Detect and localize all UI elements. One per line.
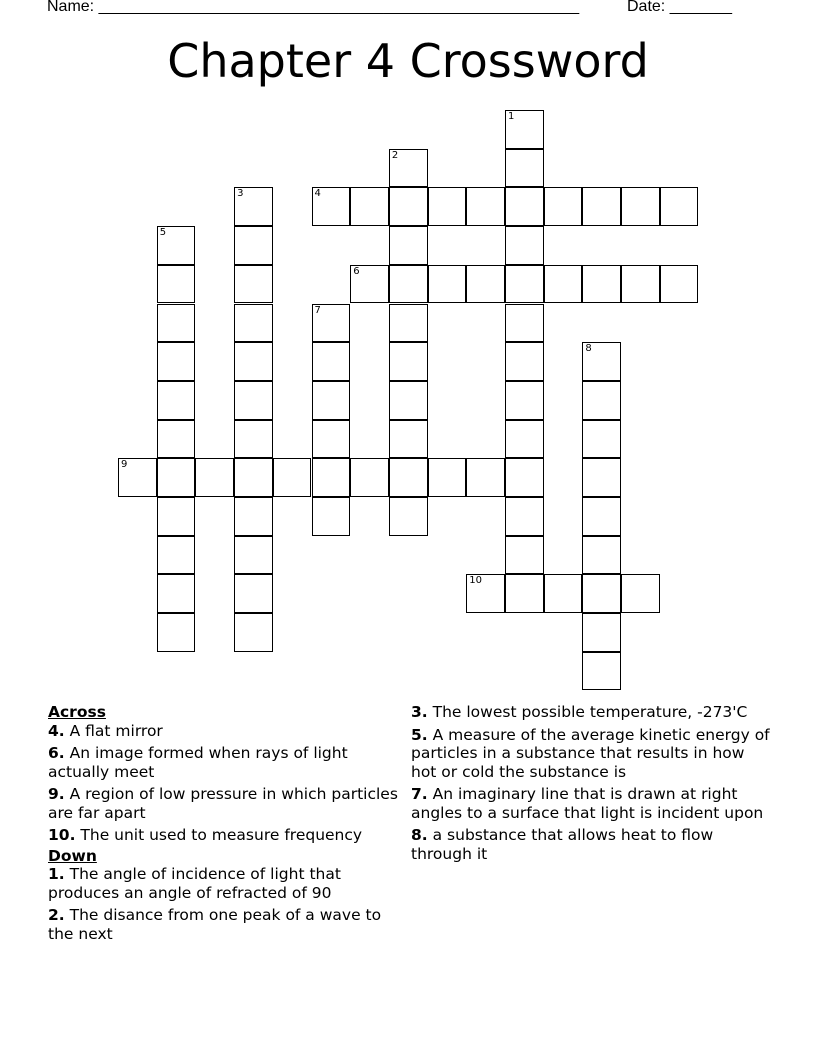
- grid-cell[interactable]: [389, 304, 428, 343]
- grid-cell[interactable]: [505, 574, 544, 613]
- grid-cell[interactable]: [582, 574, 621, 613]
- clue-number-label: 7: [314, 304, 321, 316]
- grid-cell[interactable]: [582, 536, 621, 575]
- grid-cell[interactable]: [350, 265, 389, 304]
- grid-cell[interactable]: [234, 458, 273, 497]
- grid-cell[interactable]: [389, 497, 428, 536]
- clue-number-label: 4: [314, 188, 321, 200]
- grid-cell[interactable]: [312, 342, 351, 381]
- clue-text: The lowest possible temperature, -273'C: [427, 703, 748, 721]
- clue-down-7: [411, 785, 771, 822]
- grid-cell[interactable]: [157, 226, 196, 265]
- clue-text: A measure of the average kinetic energy of particles in a substance that results in how hot or cold the substance is: [411, 725, 770, 781]
- clue-down-2: [48, 906, 398, 943]
- grid-cell[interactable]: [312, 187, 351, 226]
- clues-right-column: [411, 703, 771, 867]
- clue-text: The disance from one peak of a wave to the next: [48, 906, 382, 943]
- grid-cell[interactable]: [389, 187, 428, 226]
- page-title: Chapter 4 Crossword: [167, 34, 649, 88]
- grid-cell[interactable]: [157, 574, 196, 613]
- clue-number: 10.: [48, 826, 76, 844]
- grid-cell[interactable]: [505, 265, 544, 304]
- clue-down-5: [411, 726, 771, 782]
- grid-cell[interactable]: [428, 187, 467, 226]
- grid-cell[interactable]: [389, 342, 428, 381]
- grid-cell[interactable]: [118, 458, 157, 497]
- clue-number: 3.: [411, 703, 428, 721]
- grid-cell[interactable]: [350, 187, 389, 226]
- clue-text: An image formed when rays of light actually meet: [48, 744, 348, 781]
- clue-across-6: [48, 744, 398, 781]
- grid-cell[interactable]: [389, 381, 428, 420]
- grid-cell[interactable]: [621, 574, 660, 613]
- grid-cell[interactable]: [234, 420, 273, 459]
- grid-cell[interactable]: [505, 497, 544, 536]
- clue-text: A flat mirror: [64, 721, 163, 740]
- grid-cell[interactable]: [466, 265, 505, 304]
- grid-cell[interactable]: [389, 265, 428, 304]
- grid-cell[interactable]: [505, 149, 544, 188]
- grid-cell[interactable]: [389, 226, 428, 265]
- across-heading: Across: [48, 703, 106, 721]
- clue-number-label: 3: [237, 188, 244, 200]
- grid-cell[interactable]: [157, 265, 196, 304]
- grid-cell[interactable]: [157, 536, 196, 575]
- clue-number-label: 10: [469, 575, 483, 587]
- clue-number: 7.: [411, 785, 428, 803]
- clue-text: a substance that allows heat to flow through it: [411, 826, 714, 863]
- grid-cell[interactable]: [234, 497, 273, 536]
- grid-cell[interactable]: [582, 613, 621, 652]
- grid-cell[interactable]: [234, 226, 273, 265]
- grid-cell[interactable]: [582, 342, 621, 381]
- grid-cell[interactable]: [544, 187, 583, 226]
- clue-number: 5.: [411, 725, 428, 744]
- grid-cell[interactable]: [312, 497, 351, 536]
- grid-cell[interactable]: [466, 458, 505, 497]
- grid-cell[interactable]: [157, 342, 196, 381]
- grid-cell[interactable]: [312, 420, 351, 459]
- grid-cell[interactable]: [582, 265, 621, 304]
- clue-number: 9.: [48, 785, 65, 803]
- clue-number-label: 9: [121, 459, 128, 471]
- grid-cell[interactable]: [582, 458, 621, 497]
- clue-number: 6.: [48, 744, 65, 762]
- grid-cell[interactable]: [505, 187, 544, 226]
- grid-cell[interactable]: [582, 497, 621, 536]
- grid-cell[interactable]: [157, 420, 196, 459]
- grid-cell[interactable]: [660, 187, 699, 226]
- clue-number-label: 1: [508, 111, 515, 122]
- grid-cell[interactable]: [505, 110, 544, 149]
- grid-cell[interactable]: [157, 497, 196, 536]
- clue-number: 4.: [48, 721, 65, 740]
- grid-cell[interactable]: [312, 458, 351, 497]
- clue-number-label: 5: [159, 227, 167, 239]
- grid-cell[interactable]: [234, 613, 273, 652]
- grid-cell[interactable]: [234, 265, 273, 304]
- grid-cell[interactable]: [195, 458, 234, 497]
- grid-cell[interactable]: [312, 381, 351, 420]
- grid-cell[interactable]: [505, 342, 544, 381]
- clue-text: A region of low pressure in which particles are far apart: [48, 785, 398, 822]
- grid-cell[interactable]: [621, 187, 660, 226]
- clue-number: 1.: [48, 865, 65, 883]
- clue-number-label: 6: [353, 265, 360, 277]
- grid-cell[interactable]: [234, 381, 273, 420]
- clue-text: An imaginary line that is drawn at right angles to a surface that light is incident upon: [411, 785, 764, 822]
- grid-cell[interactable]: [273, 458, 312, 497]
- grid-cell[interactable]: [582, 187, 621, 226]
- grid-cell[interactable]: [234, 574, 273, 613]
- clue-text: The unit used to measure frequency: [75, 826, 363, 844]
- clue-number-label: 2: [391, 149, 399, 161]
- grid-cell[interactable]: [389, 420, 428, 459]
- grid-cell[interactable]: [505, 381, 544, 420]
- grid-cell[interactable]: [428, 265, 467, 304]
- grid-cell[interactable]: [505, 458, 544, 497]
- grid-cell[interactable]: [428, 458, 467, 497]
- grid-cell[interactable]: [157, 613, 196, 652]
- clue-number: 2.: [48, 906, 65, 924]
- down-heading: Down: [48, 846, 97, 865]
- clue-down-1: [48, 865, 398, 902]
- grid-cell[interactable]: [389, 149, 428, 188]
- name-field[interactable]: Name: ______________________________________________________: [47, 0, 580, 15]
- clue-down-8: [411, 826, 771, 863]
- grid-cell[interactable]: [466, 574, 505, 613]
- grid-cell[interactable]: [234, 536, 273, 575]
- grid-cell[interactable]: [234, 304, 273, 343]
- clue-across-10: [48, 826, 398, 845]
- grid-cell[interactable]: [582, 381, 621, 420]
- clue-number-label: 8: [585, 343, 592, 355]
- grid-cell[interactable]: [157, 381, 196, 420]
- clue-across-9: [48, 785, 398, 822]
- grid-cell[interactable]: [582, 652, 621, 691]
- grid-cell[interactable]: [544, 574, 583, 613]
- grid-cell[interactable]: [466, 187, 505, 226]
- grid-cell[interactable]: [582, 420, 621, 459]
- grid-cell[interactable]: [312, 304, 351, 343]
- grid-cell[interactable]: [389, 458, 428, 497]
- clue-number: 8.: [411, 826, 428, 844]
- grid-cell[interactable]: [234, 342, 273, 381]
- grid-cell[interactable]: [544, 265, 583, 304]
- grid-cell[interactable]: [505, 304, 544, 343]
- grid-cell[interactable]: [621, 265, 660, 304]
- clue-down-3: [411, 703, 771, 722]
- clue-across-4: [48, 722, 398, 741]
- grid-cell[interactable]: [157, 458, 196, 497]
- clue-text: The angle of incidence of light that produces an angle of refracted of 90: [48, 865, 341, 902]
- grid-cell[interactable]: [157, 304, 196, 343]
- date-field[interactable]: Date: _______: [627, 0, 732, 15]
- grid-cell[interactable]: [505, 536, 544, 575]
- grid-cell[interactable]: [660, 265, 699, 304]
- grid-cell[interactable]: [234, 187, 273, 226]
- clues-left-column: [48, 703, 398, 947]
- grid-cell[interactable]: [350, 458, 389, 497]
- grid-cell[interactable]: [505, 420, 544, 459]
- grid-cell[interactable]: [505, 226, 544, 265]
